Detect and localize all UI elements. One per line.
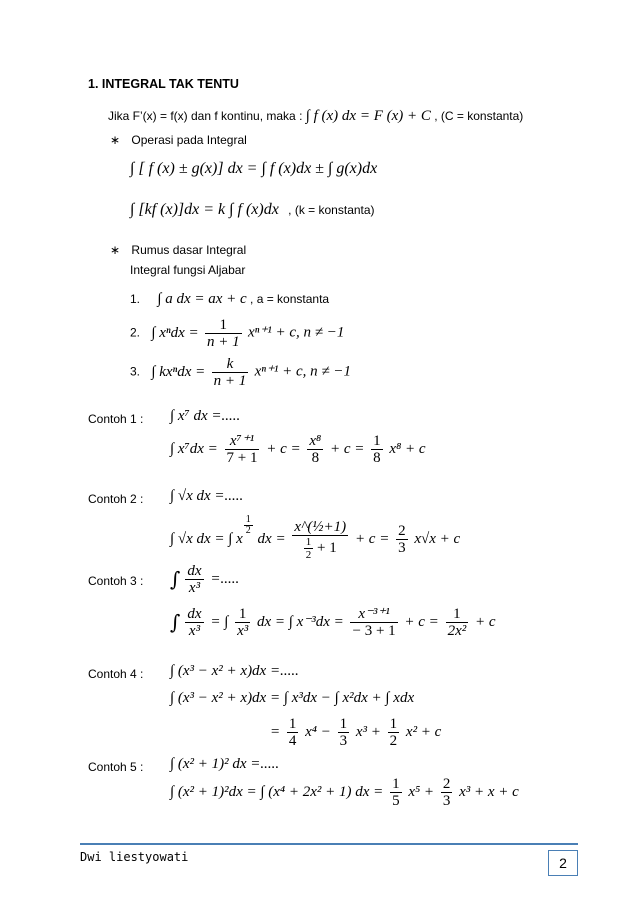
fraction: $\frac{1}{5}$ (392, 776, 400, 809)
footer-divider (80, 843, 578, 845)
basic-item-2 (130, 317, 344, 350)
basic-heading: Rumus dasar Integral (131, 243, 247, 257)
basic-item-1 (130, 291, 329, 308)
example-2-solution: ∫ √x dx = ∫ x $\frac{1}{2}$ dx = x^(½+1) $\frac{1}{2}$ + 1 + c = $\frac{2}{3}$ x√x + c (170, 514, 461, 561)
basic-subheading: Integral fungsi Aljabar (130, 263, 246, 277)
basic-item-3 (130, 356, 351, 389)
intro-line (108, 108, 523, 125)
section-title-text: INTEGRAL TAK TENTU (101, 77, 239, 91)
item-lhs: ∫ kxⁿdx = (151, 363, 206, 380)
bullet-icon: ∗ (110, 243, 121, 257)
ops-rule-sum: ∫ [ f (x) ± g(x)] dx = ∫ f (x)dx ± ∫ g(x)dx (130, 160, 378, 177)
example-label: Contoh 4 : (88, 667, 144, 681)
example-1-problem: ∫ x⁷ dx =..... (170, 408, 241, 424)
fraction: $\frac{\text{x⁸}}{8}$ (309, 433, 322, 466)
example-3-solution: ∫ $\frac{dx}{\text{x³}}$ = ∫ $\frac{1}{\text{x³}}$ dx = ∫ x⁻³dx = $\frac{\text{x⁻³⁺¹}}{- 3 + 1}$ + c = $\frac{1}{\text{2x²}}$ + c (170, 606, 496, 639)
ops-heading: Operasi pada Integral (131, 133, 247, 147)
fraction: $\frac{2}{3}$ (442, 776, 451, 809)
example-4-line-2: = $\frac{1}{4}$ x⁴ − $\frac{1}{3}$ x³ + $\frac{1}{2}$ x² + c (270, 716, 442, 749)
section-title (88, 77, 239, 91)
intro-prefix: Jika F’(x) = f(x) dan f kontinu, maka : (108, 109, 303, 123)
fraction: $\frac{\text{x⁷⁺¹}}{7 + 1}$ (226, 433, 258, 466)
fraction: $\frac{1}{8}$ (373, 433, 381, 466)
intro-suffix: , (C = konstanta) (434, 109, 524, 123)
footer-author: Dwi liestyowati (80, 850, 189, 864)
ops-heading-row (110, 133, 247, 147)
item-formula: ∫ a dx = ax + c (157, 291, 247, 307)
fraction: $\frac{k}{n + 1}$ (213, 356, 247, 389)
example-label: Contoh 3 : (88, 574, 144, 588)
example-4-line-1: ∫ (x³ − x² + x)dx = ∫ x³dx − ∫ x²dx + ∫ xdx (170, 690, 415, 706)
ops-rule-constant-note: , (k = konstanta) (288, 203, 375, 217)
fraction: $\frac{dx}{\text{x³}}$ (187, 606, 202, 639)
example-5-solution: ∫ (x² + 1)²dx = ∫ (x⁴ + 2x² + 1) dx = $\frac{1}{5}$ x⁵ + $\frac{2}{3}$ x³ + x + c (170, 776, 519, 809)
example-label: Contoh 2 : (88, 492, 144, 506)
fraction: $\frac{\text{x⁻³⁺¹}}{- 3 + 1}$ (352, 606, 396, 639)
item-note: , a = konstanta (250, 292, 330, 306)
example-label: Contoh 1 : (88, 412, 144, 426)
fraction: $\frac{1}{n + 1}$ (206, 317, 240, 350)
example-2-problem: ∫ √x dx =..... (170, 488, 244, 504)
ops-rule-constant: ∫ [kf (x)]dx = k ∫ f (x)dx (130, 201, 279, 218)
fraction: $\frac{dx}{\text{x³}}$ (187, 563, 202, 596)
item-lhs: ∫ xⁿdx = (151, 324, 199, 341)
fraction: $\frac{1}{\text{2x²}}$ (447, 606, 467, 639)
exponent-fraction: $\frac{1}{2}$ (245, 514, 251, 536)
example-label: Contoh 5 : (88, 760, 144, 774)
section-number: 1. (88, 77, 99, 91)
page-number: 2 (548, 850, 578, 876)
fraction: $\frac{1}{\text{x³}}$ (237, 606, 249, 639)
example-4-problem: ∫ (x³ − x² + x)dx =..... (170, 663, 299, 679)
item-rhs: xⁿ⁺¹ + c, n ≠ −1 (247, 324, 345, 341)
fraction: $\frac{1}{2}$ (389, 716, 398, 749)
example-3-problem: ∫ $\frac{dx}{\text{x³}}$ =..... (170, 563, 240, 596)
example-1-solution: ∫ x⁷dx = $\frac{\text{x⁷⁺¹}}{7 + 1}$ + c = $\frac{\text{x⁸}}{8}$ + c = $\frac{1}{8}$ x⁸ + c (170, 433, 426, 466)
item-number: 1. (130, 292, 141, 306)
fraction: $\frac{1}{3}$ (339, 716, 348, 749)
item-number: 2. (130, 325, 141, 340)
intro-formula: ∫ f (x) dx = F (x) + C (305, 108, 431, 124)
item-rhs: xⁿ⁺¹ + c, n ≠ −1 (254, 363, 352, 380)
basic-heading-row (110, 243, 246, 257)
fraction: $\frac{2}{3}$ (398, 523, 406, 557)
fraction: $\frac{1}{4}$ (288, 716, 297, 749)
fraction: x^(½+1) $\frac{1}{2}$ + 1 (294, 518, 347, 561)
example-5-problem: ∫ (x² + 1)² dx =..... (170, 756, 280, 772)
bullet-icon: ∗ (110, 133, 121, 147)
ops-rule-constant-row (130, 201, 375, 219)
item-number: 3. (130, 364, 141, 379)
